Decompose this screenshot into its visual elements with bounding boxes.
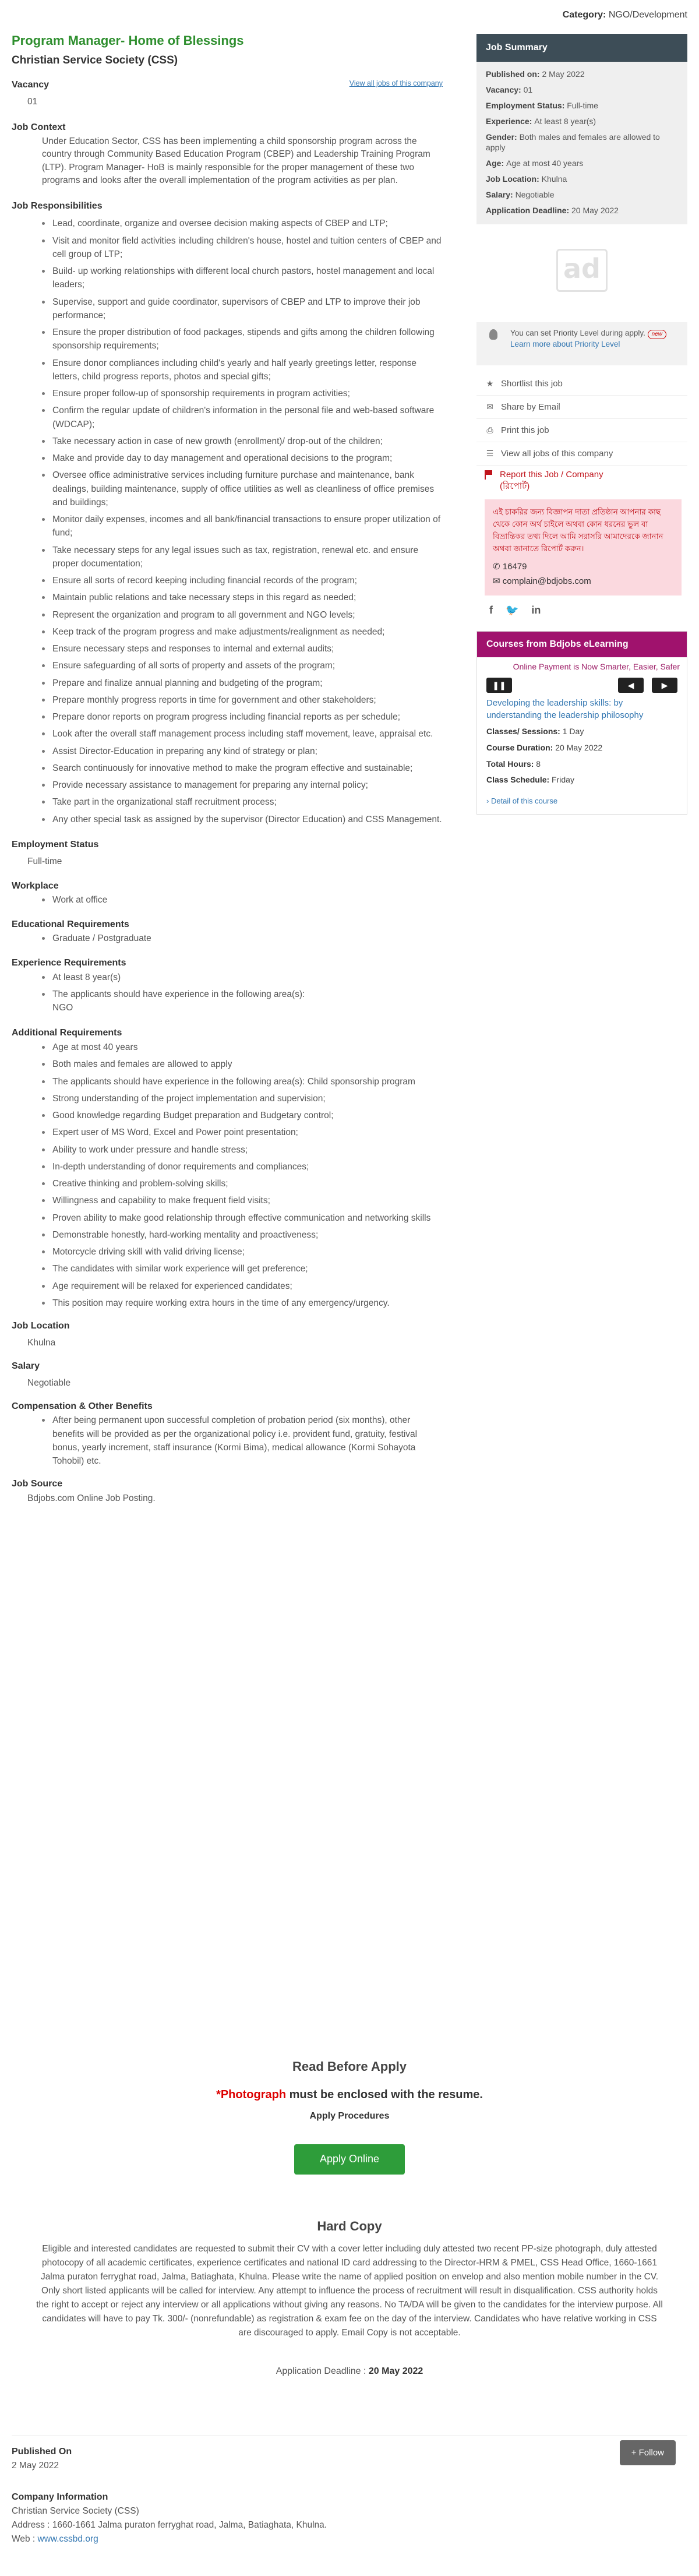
action-printer[interactable]: [476, 419, 687, 442]
action-star[interactable]: [476, 372, 687, 396]
list-item: [42, 988, 443, 1015]
published-value: 2 May 2022: [12, 2461, 59, 2471]
list-item: Take necessary action in case of new growth (enrollment)/ drop-out of the children;: [42, 435, 443, 448]
report-title-bn: (রিপোর্ট): [500, 481, 530, 492]
course-detail-label: Detail of this course: [490, 796, 558, 805]
photograph-notice: [0, 2086, 699, 2104]
ad-placeholder: ad: [556, 249, 608, 292]
job-title: Program Manager- Home of Blessings: [12, 33, 244, 48]
action-envelope[interactable]: [476, 396, 687, 419]
photograph-text: must be enclosed with the resume.: [286, 2088, 483, 2101]
location-value: Khulna: [27, 1337, 56, 1348]
category-bar: [0, 0, 699, 26]
deadline-value: 20 May 2022: [368, 2366, 423, 2376]
list-item: The candidates with similar work experience will get preference;: [42, 1262, 443, 1275]
list-item: Lead, coordinate, organize and oversee decision making aspects of CBEP and LTP;: [42, 217, 443, 230]
list-item: Age at most 40 years: [42, 1041, 443, 1054]
priority-notice: [476, 322, 687, 365]
printer-icon: ⎙: [486, 425, 493, 435]
company-name: Christian Service Society (CSS): [12, 54, 178, 66]
course-row: Total Hours: 8: [486, 759, 541, 769]
report-job-link[interactable]: [476, 466, 687, 496]
report-phone-number: 16479: [502, 562, 527, 572]
list-item: Ensure proper follow-up of sponsorship requirements in program activities;: [42, 387, 443, 400]
job-details: [12, 33, 443, 1506]
vacancy-heading: Vacancy: [12, 80, 50, 90]
company-info-address: Address : 1660-1661 Jalma puraton ferryghat road, Jalma, Batiaghata, Khulna.: [12, 2520, 327, 2531]
compensation-heading: Compensation & Other Benefits: [12, 1401, 153, 1411]
application-deadline: [0, 2364, 699, 2379]
list-item: Provide necessary assistance to management for preparing any internal policy;: [42, 778, 443, 792]
list-item: Work at office: [42, 893, 443, 907]
category-label: Category:: [562, 10, 606, 20]
photograph-star: *Photograph: [216, 2088, 287, 2101]
list-item: The applicants should have experience in the following area(s): Child sponsorship program: [42, 1075, 443, 1088]
action-label: Share by Email: [501, 401, 560, 412]
salary-heading: Salary: [12, 1361, 40, 1371]
flag-icon: [485, 470, 493, 480]
read-before-apply-heading: Read Before Apply: [292, 2059, 407, 2074]
experience-list: [42, 971, 443, 1015]
list-item: This position may require working extra hours in the time of any emergency/urgency.: [42, 1296, 443, 1310]
workplace-heading: Workplace: [12, 880, 59, 891]
workplace-list: [42, 893, 443, 907]
job-actions: [476, 372, 687, 466]
list-item: Look after the overall staff management process including staff movement, leave, appraisal etc.: [42, 727, 443, 741]
next-icon[interactable]: ▶: [652, 678, 677, 693]
additional-heading: Additional Requirements: [12, 1028, 122, 1038]
list-item: Confirm the regular update of children's information in the personal file and web-based software (WDCAP);: [42, 404, 443, 431]
list-item: Prepare donor reports on program progress including financial reports as per schedule;: [42, 710, 443, 724]
list-item: Maintain public relations and take necessary steps in this regard as needed;: [42, 591, 443, 604]
source-value: Bdjobs.com Online Job Posting.: [27, 1493, 156, 1504]
list-item: Ensure the proper distribution of food packages, stipends and gifts among the children following sponsorship requirements;: [42, 326, 443, 353]
list-item: Graduate / Postgraduate: [42, 932, 443, 945]
summary-row: Gender: Both males and females are allowed to apply: [486, 132, 660, 153]
list-item: Search continuously for innovative method to make the program effective and sustainable;: [42, 762, 443, 775]
list-item: Ensure necessary steps and responses to internal and external audits;: [42, 642, 443, 656]
report-notice: [485, 499, 682, 595]
list-item: Ability to work under pressure and handle stress;: [42, 1143, 443, 1157]
employment-value: Full-time: [27, 856, 62, 866]
list-item: Take part in the organizational staff recruitment process;: [42, 795, 443, 809]
education-list: [42, 932, 443, 945]
new-badge: new: [648, 330, 666, 339]
summary-row: Age: Age at most 40 years: [486, 158, 584, 168]
category-value: NGO/Development: [608, 10, 687, 20]
list-item: Age requirement will be relaxed for experienced candidates;: [42, 1280, 443, 1293]
list-item: Build- up working relationships with different local church pastors, hostel management and local leaders;: [42, 265, 443, 292]
list-item: Monitor daily expenses, incomes and all bank/financial transactions to ensure proper utilization of fund;: [42, 513, 443, 540]
twitter-icon[interactable]: 🐦: [506, 604, 519, 616]
action-label: View all jobs of this company: [501, 448, 613, 459]
summary-row: Job Location: Khulna: [486, 174, 567, 184]
list-item: Proven ability to make good relationship through effective communication and networking skills: [42, 1211, 443, 1225]
job-summary-heading: Job Summary: [476, 34, 687, 62]
experience-area-intro: The applicants should have experience in the following area(s):: [52, 989, 305, 999]
list-item: Prepare monthly progress reports in time for government and other stakeholders;: [42, 693, 443, 707]
list-item: Demonstrable honestly, hard-working mentality and proactiveness;: [42, 1228, 443, 1242]
action-label: Shortlist this job: [501, 378, 563, 389]
list-item: Willingness and capability to make frequent field visits;: [42, 1194, 443, 1207]
linkedin-icon[interactable]: in: [531, 604, 541, 616]
apply-procedures-heading: Apply Procedures: [309, 2111, 390, 2121]
location-heading: Job Location: [12, 1321, 70, 1331]
report-phone[interactable]: [493, 560, 673, 573]
pause-icon[interactable]: ❚❚: [486, 678, 512, 693]
list-item: Supervise, support and guide coordinator, supervisors of CBEP and LTP to improve their job performance;: [42, 295, 443, 323]
summary-row: Employment Status: Full-time: [486, 100, 598, 110]
summary-row: Experience: At least 8 year(s): [486, 116, 596, 126]
company-info-heading: Company Information: [12, 2492, 108, 2502]
previous-icon[interactable]: ◀: [618, 678, 644, 693]
action-label: Print this job: [501, 425, 549, 435]
apply-online-button[interactable]: Apply Online: [294, 2144, 405, 2175]
compensation-list: [42, 1414, 443, 1468]
list-item: Motorcycle driving skill with valid driving license;: [42, 1245, 443, 1259]
lightbulb-icon: [489, 329, 497, 340]
priority-text: You can set Priority Level during apply.: [510, 328, 645, 337]
hard-copy-text: Eligible and interested candidates are requested to submit their CV with a cover letter including duly attested two recent PP-size photograph, duly attested photocopy of all academic certificates, experience certificates and national ID card addressing to the Director-HRM & PMEL, CSS Head Office, 1660-1661 Jalma puraton ferryghat road, Jalma, Batiaghata, Khulna. Please write the name of applied position on envelop and also mention mobile number in the CV. Only short listed applicants will be called for interview. Any attempt to influence the process of recruitment will result in disqualification. CSS authority holds the right to accept or reject any interview or all applications without giving any reasons. No TA/DA will be given to the candidates for the interview purpose. All candidates will have to pay Tk. 300/- (nonrefundable) as registration & exam fee on the day of the interview. Candidates who have relative working in CSS are discouraged to apply. Email Copy is not acceptable.: [36, 2244, 663, 2338]
list-item: Prepare and finalize annual planning and budgeting of the program;: [42, 676, 443, 690]
list-item: Represent the organization and program to all government and NGO levels;: [42, 608, 443, 622]
course-row: Classes/ Sessions: 1 Day: [486, 727, 584, 736]
vacancy-value: 01: [27, 96, 38, 107]
list-item: Make and provide day to day management and operational decisions to the program;: [42, 452, 443, 465]
responsibilities-heading: Job Responsibilities: [12, 200, 103, 211]
education-heading: Educational Requirements: [12, 919, 129, 929]
list-item: Both males and females are allowed to apply: [42, 1058, 443, 1071]
summary-row: Vacancy: 01: [486, 84, 533, 94]
responsibilities-list: [42, 217, 443, 826]
hard-copy-heading: Hard Copy: [317, 2219, 382, 2233]
list-item: Ensure safeguarding of all sorts of property and assets of the program;: [42, 659, 443, 672]
view-all-jobs-link[interactable]: View all jobs of this company: [349, 79, 443, 87]
summary-row: Published on: 2 May 2022: [486, 69, 585, 79]
summary-row: Application Deadline: 20 May 2022: [486, 206, 619, 216]
list-item: Strong understanding of the project implementation and supervision;: [42, 1092, 443, 1105]
list-item: Oversee office administrative services including furniture purchase and maintenance, bank dealings, building maintenance, supply of office utilities as well as cleanliness of office premises and buildings;: [42, 468, 443, 509]
report-email-address: complain@bdjobs.com: [502, 576, 591, 587]
follow-button[interactable]: + Follow: [620, 2440, 676, 2465]
context-text: Under Education Sector, CSS has been implementing a child sponsorship program across the country through Community Based Education Program (CBEP) and Leadership Training Program (LTP). Program Manager- HoB is mainly responsible for the proper management of these two programs and looks after the overall implementation of the program activities as per plan.: [42, 136, 430, 186]
list-icon: ☰: [486, 448, 494, 458]
deadline-label: Application Deadline :: [276, 2366, 366, 2376]
course-tagline: Online Payment is Now Smarter, Easier, Safer: [513, 662, 680, 672]
sidebar: [476, 34, 687, 815]
company-web-label: Web :: [12, 2534, 36, 2545]
list-item: After being permanent upon successful completion of probation period (six months), other benefits will be provided as per the organizational policy i.e. provident fund, gratuity, festival bonus, yearly increment, staff insurance (Kormi Bima), medical allowance (Kormi Sohayota Tohobil) etc.: [42, 1414, 443, 1468]
company-info-name: Christian Service Society (CSS): [12, 2506, 139, 2516]
company-web-link[interactable]: www.cssbd.org: [37, 2534, 98, 2545]
envelope-icon: ✉: [486, 401, 493, 411]
published-heading: Published On: [12, 2447, 72, 2457]
employment-heading: Employment Status: [12, 839, 99, 850]
experience-heading: Experience Requirements: [12, 957, 126, 968]
job-summary: [476, 34, 687, 224]
envelope-icon: ✉: [493, 576, 500, 587]
list-item: Take necessary steps for any legal issues such as tax, registration, renewal etc. and ensure proper documentation;: [42, 544, 443, 571]
course-row: Course Duration: 20 May 2022: [486, 742, 603, 752]
phone-icon: ✆: [493, 562, 500, 572]
list-item: Any other special task as assigned by the supervisor (Director Education) and CSS Management.: [42, 813, 443, 826]
list-item: Good knowledge regarding Budget preparation and Budgetary control;: [42, 1109, 443, 1122]
list-item: Creative thinking and problem-solving skills;: [42, 1177, 443, 1190]
list-item: Keep track of the program progress and make adjustments/realignment as needed;: [42, 625, 443, 639]
action-list[interactable]: [476, 442, 687, 466]
course-row: Class Schedule: Friday: [486, 775, 574, 785]
course-heading: Courses from Bdjobs eLearning: [477, 632, 687, 657]
facebook-icon[interactable]: f: [489, 604, 493, 616]
course-title-link[interactable]: Developing the leadership skills: by understanding the leadership philosophy: [486, 698, 644, 721]
summary-row: Salary: Negotiable: [486, 190, 555, 200]
source-heading: Job Source: [12, 1479, 63, 1489]
list-item: At least 8 year(s): [42, 971, 443, 984]
social-share: [476, 595, 687, 626]
list-item: Ensure donor compliances including child's yearly and half yearly greetings letter, response letters, child progress reports, photos and special gifts;: [42, 357, 443, 384]
experience-area: NGO: [52, 1003, 73, 1013]
salary-value: Negotiable: [27, 1377, 71, 1388]
course-detail-link[interactable]: › Detail of this course: [486, 796, 558, 805]
list-item: In-depth understanding of donor requirements and compliances;: [42, 1160, 443, 1174]
report-notice-text: এই চাকরির জন্য বিজ্ঞাপন দাতা প্রতিষ্ঠান আপনার কাছ থেকে কোন অর্থ চাইলে অথবা কোন ধরনের ভুল বা বিভ্রান্তিকর তথ্য দিলে আমি সরাসরি আমাদেরকে জানান অথবা জানাতে রিপোর্ট করুন।: [493, 508, 663, 554]
report-title: Report this Job / Company: [500, 469, 603, 480]
report-email[interactable]: [493, 575, 673, 588]
context-heading: Job Context: [12, 122, 66, 132]
priority-learn-more-link[interactable]: Learn more about Priority Level: [510, 339, 620, 348]
additional-list: [42, 1041, 443, 1310]
list-item: Assist Director-Education in preparing any kind of strategy or plan;: [42, 745, 443, 758]
list-item: Expert user of MS Word, Excel and Power point presentation;: [42, 1126, 443, 1139]
course-card: [476, 631, 687, 815]
star-icon: ★: [486, 378, 494, 388]
list-item: Visit and monitor field activities including children's house, hostel and tuition centers of CBEP and cell group of LTP;: [42, 234, 443, 262]
list-item: Ensure all sorts of record keeping including financial records of the program;: [42, 574, 443, 587]
